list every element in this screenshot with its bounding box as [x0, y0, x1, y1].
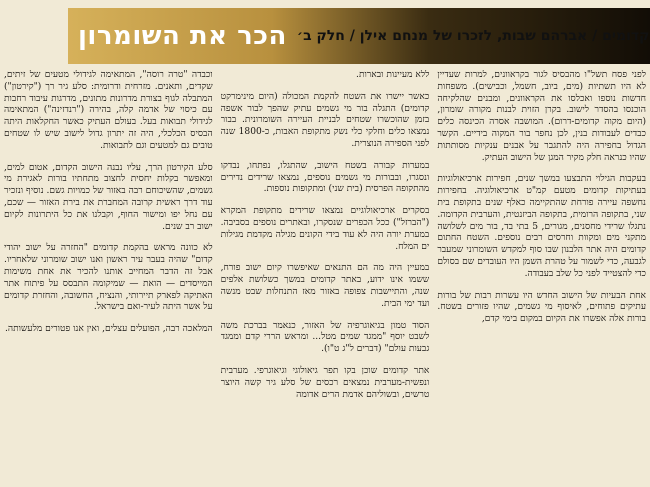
paragraph: לפני פסח תשל"ו מהבסיס לגור בקראוונים, למרות שעדיין לא היו תשתיות (מים, ביוב, חשמל, וכבישים). משפחות חדשות נוספו ואכלסו את הקראוונים, ומבנים שהלקיחה הוכנסו בהסדר לישוב. בקרן הזוית לבנות מקורה שומרון, (היום מקוה קדומים-דרום). המושבה אסרה הכינסה כלים כבדים לעבודות בנין, לכן נחפר בור המקוה בידיים. הקשר הגדול בחפירה היה להתגבר על אבנים ענקיות מסותתות שהיו כנראה חלק מקיר המגן של הישוב העתיק. [437, 70, 646, 163]
paragraph: אתר קדומים שוכן בקו תפר גיאולוגי וגיאוגרפי. מערבית ונפשית-מערבית נמצאים רכסים של סלע גיר קשה היוצר טרשים, ובשוליהם אדמת הרים אדומה [220, 365, 430, 400]
paragraph: סלע הקירטון הרך, עליו נבנה הישוב הקדום, אטום למים, ומאפשר בקלות יחסית לחצוב מתחתיו בורות לאגירת מי גשמים, שהשיכוחם רבה באזור של כמויות גשם. נוסיף ונזכיר עוד דרך ראשית קרובה המחברת את בירת האזור — שכם, עם נחל יפו ומישור החוף, וקבלנו את כל היתרונות לקיום ישוב רב שנים. [3, 162, 213, 232]
paragraph: הסוד טמון בגיאוגרפיה של האזור, כנאמר בברכת משה לשבט יוסף "ממגד שמים מטל... ומראש הררי קדם וממגד גבעות עולם" (דברים ל"ג ט"ו). [220, 320, 430, 355]
column-middle [221, 70, 430, 482]
title-banner [68, 8, 650, 64]
paragraph: בסקרים ארכיאולוגיים נמצאו שרידים מתקופת המקרא ("הברזל") ככל הכפרים שנסקרו, ובאתרים נוספים בסביבה. במערת יורה היה לא עוד בידי הקונים מגילה מקדמת מגילות ים המלח. [220, 206, 430, 252]
article-subtitle: קדומים / אברהם שבות, לזכרו של מנחם אילן / חלק ב׳ [296, 28, 650, 44]
paragraph: אחת הבעיות של הישוב החדש היו עשרות רבות של בורות עתיקים פתוחים, לאיסוף מי גשמים, שהיו פזורים בשטח. בורות אלה אפשרו את הקיום במקום בימי קדם, [437, 290, 646, 325]
paragraph: ללא מעיינות ובארות. [356, 70, 430, 80]
paragraph: במערות קבורה בשטח הישוב, שהתגלו, נפתחו, נבדקו ונסגרו, ובבורות מי גשמים נוספים, נמצאו שרידים נדירים מהתקופה הפרסית (בית שני) ומתקופות נוספות. [220, 160, 430, 195]
paragraph: וכבדה "טרה רוסה", המתאימה לגידולי מטעים של זיתים, שקדים, ותאנים. מזרחית ודרומית: סלע גיר רך ("קירטון") המתבלה לגוף בצורת מדרונות מתונים, מדרגות עיבוד רחבות עם כיסוי של אדמה קלה, בהירה ("רנדזינה") המתאימה לגידולי תבואות בעל. בעולם העתיק כאשר החקלאות היתה הבסיס הכלכלי, היה זה יתרון גדול לישוב שיש לו שטחים טובים גם למטעים וגם לתבואות. [3, 70, 213, 151]
article-columns [4, 70, 646, 482]
column-right [437, 70, 646, 482]
article-title: הכר את השומרון [78, 21, 287, 51]
paragraph: בעקבות הגילוי התבצעו במשך שנים, חפירות ארכיאולוגיות בעתיקות קדומים מטעם קמ"ט ארכיאולוגיה. בחפירות נחשפה עיירה פורחת שהתקיימה כאלף שנים בתקופת בית שני, בתקופה הרומית, בתקופה הביזנטית, והערבית הקדומה. נתגלו שרידי מחסנים, מגורים, 5 בתי בד, בור מים לשלושה מתקני מים ומקוות וחרסים רבים נוספים. השטח החתום קדומים היה אתר הלבנון שבו סוף למקדש השומרוני שמעבר לגבעה, כדי לשמור על טהרת השמן היו העובדים שם בסולם כדי להצטייד לפני כל שלב בעבודה. [437, 174, 646, 279]
paragraph: במעיין היה מה הם התנאים שאיפשרו קיום ישוב פורח, ששמו אינו ידוע, באתר קדומים במשך כשלושת אלפים שנה, והתיישבות צפופה באזור מאז התנחלות שבט מנשה ועד ימי הבית. [220, 263, 430, 309]
paragraph: המלאכה רבה, הפועלים עצלים, ואין אנו פטורים מלעשותה. [4, 324, 213, 335]
column-left [4, 70, 213, 482]
paragraph: כאשר יישרו את השטח להקמת המכולה (היום מינימרקט קדומים) התגלה בור מי גשמים עתיק שהפך לבור אשפה בזמן שהוכשרו שטחים לבניית העיירה השומרונית. בבור נמצאו כלים וחלקי כלי נשק מתקופת האבות, כ-1800 שנה לפני הספירה הנוצרית. [220, 91, 430, 149]
paragraph: לא כוונה מראש בהקמת קדומים "החזרה על ישוב יהודי קדום" שהיה בעבר עיר ראשון ואנו ישוב שומרוני שלאחריו. אבל זה הדבר המחייב אותנו להכיר את אחת משימות המייסדים — הואת — שמיקומה התבסס על פיתוח אתר האתיקה לפארק תיירותי, והנציח, החשובה, והחזרת קדומים על אשר היתה לעיר-ואם בישראל. [3, 243, 213, 313]
